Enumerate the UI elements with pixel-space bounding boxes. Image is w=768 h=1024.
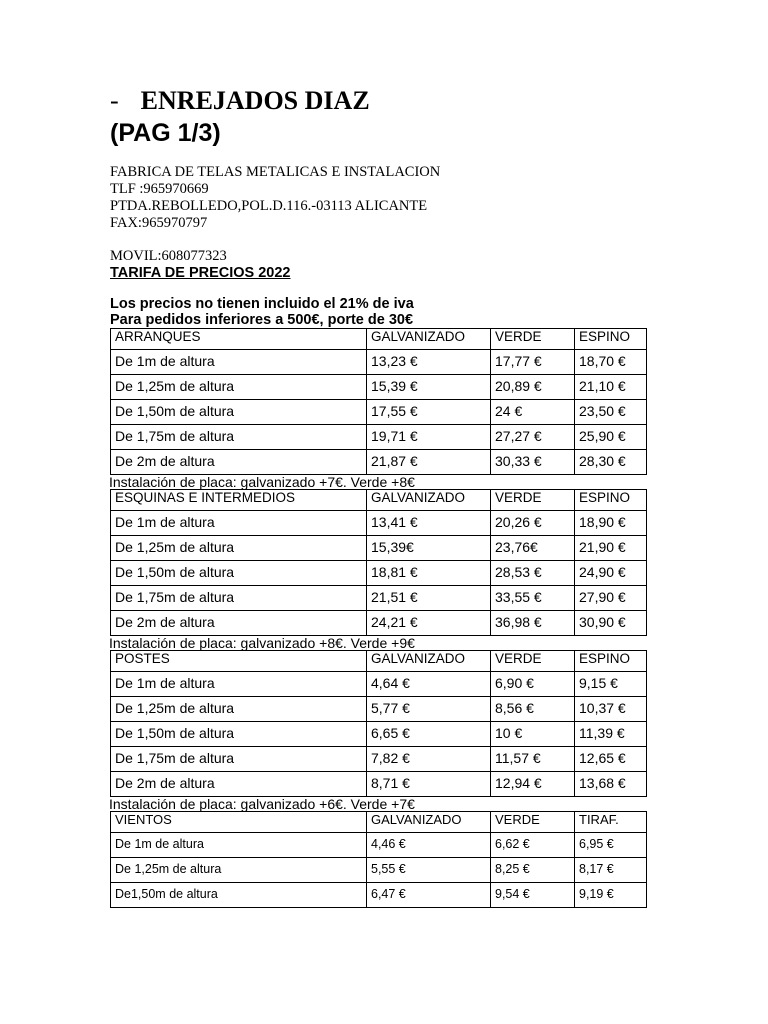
price-cell: 25,90 € — [575, 425, 647, 450]
column-header: TIRAF. — [575, 812, 647, 833]
price-cell: 24 € — [491, 400, 575, 425]
height-label: De 1,25m de altura — [111, 858, 367, 883]
price-tables — [110, 328, 646, 908]
height-label: De 1m de altura — [111, 350, 367, 375]
price-cell: 30,90 € — [575, 611, 647, 636]
price-cell: 18,81 € — [367, 561, 491, 586]
table-row — [111, 536, 647, 561]
table-row — [111, 375, 647, 400]
table-row — [111, 400, 647, 425]
price-cell: 13,41 € — [367, 511, 491, 536]
price-cell: 12,65 € — [575, 747, 647, 772]
column-header: GALVANIZADO — [367, 329, 491, 350]
table-header-row — [111, 329, 647, 350]
price-cell: 19,71 € — [367, 425, 491, 450]
height-label: De 1m de altura — [111, 511, 367, 536]
height-label: De 1,50m de altura — [111, 561, 367, 586]
price-cell: 5,55 € — [367, 858, 491, 883]
table-row — [111, 722, 647, 747]
height-label: De 2m de altura — [111, 450, 367, 475]
table-row — [111, 611, 647, 636]
table-row — [111, 511, 647, 536]
price-cell: 24,90 € — [575, 561, 647, 586]
height-label: De 2m de altura — [111, 772, 367, 797]
price-cell: 15,39€ — [367, 536, 491, 561]
price-cell: 6,65 € — [367, 722, 491, 747]
price-cell: 6,95 € — [575, 833, 647, 858]
column-header: VERDE — [491, 490, 575, 511]
price-cell: 21,87 € — [367, 450, 491, 475]
column-header: VERDE — [491, 329, 575, 350]
price-cell: 20,89 € — [491, 375, 575, 400]
company-phone: TLF :965970669 — [110, 181, 209, 197]
price-cell: 4,46 € — [367, 833, 491, 858]
price-cell: 6,62 € — [491, 833, 575, 858]
height-label: De 1,25m de altura — [111, 697, 367, 722]
table-row — [111, 697, 647, 722]
price-cell: 23,50 € — [575, 400, 647, 425]
price-cell: 10 € — [491, 722, 575, 747]
company-mobile: MOVIL:608077323 — [110, 248, 227, 264]
table-row — [111, 833, 647, 858]
price-table — [110, 489, 647, 636]
price-cell: 12,94 € — [491, 772, 575, 797]
company-fax: FAX:965970797 — [110, 215, 208, 231]
table-row — [111, 747, 647, 772]
height-label: De 1,50m de altura — [111, 400, 367, 425]
price-cell: 13,23 € — [367, 350, 491, 375]
price-cell: 28,30 € — [575, 450, 647, 475]
price-cell: 20,26 € — [491, 511, 575, 536]
price-cell: 17,55 € — [367, 400, 491, 425]
price-cell: 30,33 € — [491, 450, 575, 475]
table-header-row — [111, 490, 647, 511]
price-cell: 21,10 € — [575, 375, 647, 400]
vat-note: Los precios no tienen incluido el 21% de iva — [110, 296, 414, 312]
price-cell: 11,57 € — [491, 747, 575, 772]
price-cell: 21,90 € — [575, 536, 647, 561]
price-cell: 36,98 € — [491, 611, 575, 636]
table-row — [111, 586, 647, 611]
column-header: VERDE — [491, 651, 575, 672]
price-cell: 8,71 € — [367, 772, 491, 797]
price-cell: 33,55 € — [491, 586, 575, 611]
installation-note: Instalación de placa: galvanizado +8€. Verde +9€ — [109, 635, 415, 651]
column-header: GALVANIZADO — [367, 812, 491, 833]
price-notes — [110, 296, 646, 328]
table-row — [111, 883, 647, 908]
company-activity: FABRICA DE TELAS METALICAS E INSTALACION — [110, 164, 441, 180]
price-cell: 8,17 € — [575, 858, 647, 883]
height-label: De 2m de altura — [111, 611, 367, 636]
company-address: PTDA.REBOLLEDO,POL.D.116.-03113 ALICANTE — [110, 198, 428, 214]
height-label: De 1,25m de altura — [111, 375, 367, 400]
table-header-row — [111, 812, 647, 833]
height-label: De 1,50m de altura — [111, 722, 367, 747]
column-header: ESPINO — [575, 329, 647, 350]
column-header: GALVANIZADO — [367, 651, 491, 672]
price-table — [110, 650, 647, 797]
height-label: De 1m de altura — [111, 672, 367, 697]
height-label: De 1,25m de altura — [111, 536, 367, 561]
price-cell: 8,25 € — [491, 858, 575, 883]
column-header: ESQUINAS E INTERMEDIOS — [111, 490, 367, 511]
column-header: POSTES — [111, 651, 367, 672]
price-cell: 7,82 € — [367, 747, 491, 772]
price-cell: 6,47 € — [367, 883, 491, 908]
column-header: VERDE — [491, 812, 575, 833]
height-label: De 1,75m de altura — [111, 425, 367, 450]
price-cell: 4,64 € — [367, 672, 491, 697]
height-label: De 1m de altura — [111, 833, 367, 858]
price-cell: 5,77 € — [367, 697, 491, 722]
height-label: De1,50m de altura — [111, 883, 367, 908]
installation-note: Instalación de placa: galvanizado +7€. Verde +8€ — [109, 474, 415, 490]
price-cell: 9,54 € — [491, 883, 575, 908]
price-cell: 18,90 € — [575, 511, 647, 536]
price-cell: 13,68 € — [575, 772, 647, 797]
column-header: ESPINO — [575, 490, 647, 511]
shipping-note: Para pedidos inferiores a 500€, porte de 30€ — [110, 312, 414, 328]
table-row — [111, 772, 647, 797]
table-row — [111, 561, 647, 586]
price-table — [110, 328, 647, 475]
table-row — [111, 450, 647, 475]
page-indicator: (PAG 1/3) — [110, 119, 221, 147]
table-row — [111, 425, 647, 450]
table-header-row — [111, 651, 647, 672]
height-label: De 1,75m de altura — [111, 747, 367, 772]
table-row — [111, 350, 647, 375]
column-header: ESPINO — [575, 651, 647, 672]
price-cell: 9,19 € — [575, 883, 647, 908]
column-header: ARRANQUES — [111, 329, 367, 350]
table-row — [111, 858, 647, 883]
price-cell: 27,90 € — [575, 586, 647, 611]
installation-note: Instalación de placa: galvanizado +6€. Verde +7€ — [109, 796, 415, 812]
column-header: GALVANIZADO — [367, 490, 491, 511]
company-title — [110, 86, 646, 116]
price-cell: 21,51 € — [367, 586, 491, 611]
company-name: ENREJADOS DIAZ — [140, 86, 370, 115]
price-cell: 24,21 € — [367, 611, 491, 636]
price-cell: 6,90 € — [491, 672, 575, 697]
title-dash: - — [110, 86, 119, 115]
price-table — [110, 811, 647, 908]
price-cell: 11,39 € — [575, 722, 647, 747]
price-cell: 18,70 € — [575, 350, 647, 375]
column-header: VIENTOS — [111, 812, 367, 833]
company-info — [110, 164, 646, 232]
price-cell: 9,15 € — [575, 672, 647, 697]
price-list-heading: TARIFA DE PRECIOS 2022 — [110, 265, 291, 281]
price-cell: 8,56 € — [491, 697, 575, 722]
price-cell: 23,76€ — [491, 536, 575, 561]
price-cell: 10,37 € — [575, 697, 647, 722]
document-page — [110, 86, 646, 908]
price-cell: 28,53 € — [491, 561, 575, 586]
height-label: De 1,75m de altura — [111, 586, 367, 611]
price-cell: 15,39 € — [367, 375, 491, 400]
table-row — [111, 672, 647, 697]
price-cell: 27,27 € — [491, 425, 575, 450]
price-cell: 17,77 € — [491, 350, 575, 375]
